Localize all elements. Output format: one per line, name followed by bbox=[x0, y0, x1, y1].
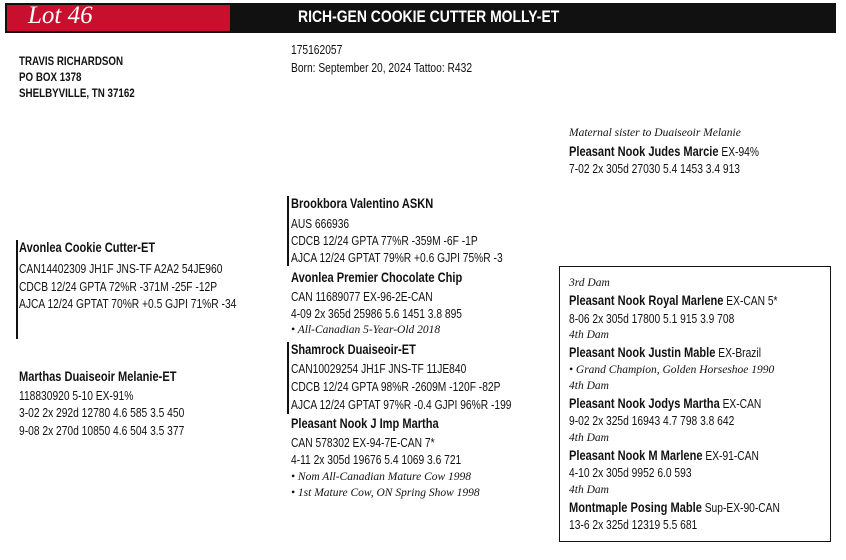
owner-address1: PO BOX 1378 bbox=[19, 72, 82, 84]
owner-name: TRAVIS RICHARDSON bbox=[19, 56, 124, 68]
sire-dam-note: • All-Canadian 5-Year-Old 2018 bbox=[291, 324, 441, 336]
sire-line3: AJCA 12/24 GPTAT 70%R +0.5 GJPI 71%R -34 bbox=[19, 297, 237, 311]
dam3-name: Pleasant Nook Royal Marlene bbox=[569, 293, 724, 308]
dam-dam-note2: • 1st Mature Cow, ON Spring Show 1998 bbox=[291, 487, 480, 499]
dam-dam-line1: CAN 578302 EX-94-7E-CAN 7* bbox=[291, 436, 435, 450]
maternal-sister-score: EX-94% bbox=[718, 145, 759, 159]
dam4c-record: 4-10 2x 305d 9952 6.0 593 bbox=[569, 466, 692, 480]
dam-name: Marthas Duaiseoir Melanie-ET bbox=[19, 369, 177, 384]
dam-dam-note1: • Nom All-Canadian Mature Cow 1998 bbox=[291, 471, 472, 483]
dam-sire-line2: CDCB 12/24 GPTA 98%R -2609M -120F -82P bbox=[291, 380, 501, 394]
dam4a-score: EX-Brazil bbox=[715, 346, 761, 360]
dam-sire-bracket bbox=[287, 342, 289, 414]
dam4d-score: Sup-EX-90-CAN bbox=[701, 501, 780, 515]
owner-address2: SHELBYVILLE, TN 37162 bbox=[19, 88, 135, 100]
dam4b-caption: 4th Dam bbox=[569, 380, 609, 392]
dam4c-caption: 4th Dam bbox=[569, 432, 609, 444]
animal-name: RICH-GEN COOKIE CUTTER MOLLY-ET bbox=[298, 7, 560, 26]
dam4a-note: • Grand Champion, Golden Horseshoe 1990 bbox=[569, 364, 775, 376]
dam4b-score: EX-CAN bbox=[719, 397, 762, 411]
dam4d-caption: 4th Dam bbox=[569, 484, 609, 496]
dam-line2: 3-02 2x 292d 12780 4.6 585 3.5 450 bbox=[19, 406, 185, 420]
maternal-sister-name: Pleasant Nook Judes Marcie bbox=[569, 144, 719, 159]
dam4b-name: Pleasant Nook Jodys Martha bbox=[569, 396, 720, 411]
dam-sire-line3: AJCA 12/24 GPTAT 97%R -0.4 GJPI 96%R -199 bbox=[291, 398, 512, 412]
maternal-sister-record: 7-02 2x 305d 27030 5.4 1453 3.4 913 bbox=[569, 162, 740, 176]
dam4b-record: 9-02 2x 325d 16943 4.7 798 3.8 642 bbox=[569, 414, 735, 428]
lot-label: Lot 46 bbox=[28, 2, 93, 29]
sire-sire-line3: AJCA 12/24 GPTAT 79%R +0.6 GJPI 75%R -3 bbox=[291, 251, 503, 265]
sire-bracket bbox=[16, 240, 18, 339]
dam4a-heading bbox=[569, 345, 761, 360]
dam4d-record: 13-6 2x 325d 12319 5.5 681 bbox=[569, 518, 698, 532]
sire-name: Avonlea Cookie Cutter-ET bbox=[19, 240, 156, 255]
dam3-score: EX-CAN 5* bbox=[723, 294, 778, 308]
sire-sire-line2: CDCB 12/24 GPTA 77%R -359M -6F -1P bbox=[291, 234, 478, 248]
dam-line3: 9-08 2x 270d 10850 4.6 504 3.5 377 bbox=[19, 424, 185, 438]
dam4c-score: EX-91-CAN bbox=[702, 449, 759, 463]
sire-line1: CAN14402309 JH1F JNS-TF A2A2 54JE960 bbox=[19, 262, 223, 276]
dam4b-heading bbox=[569, 396, 761, 411]
dam4d-name: Montmaple Posing Mable bbox=[569, 500, 702, 515]
dam4c-heading bbox=[569, 448, 759, 463]
sire-dam-line2: 4-09 2x 365d 25986 5.6 1451 3.8 895 bbox=[291, 307, 462, 321]
dam-dam-name: Pleasant Nook J Imp Martha bbox=[291, 416, 439, 431]
sire-sire-bracket bbox=[287, 196, 289, 266]
dam4a-caption: 4th Dam bbox=[569, 329, 609, 341]
maternal-sister-caption: Maternal sister to Duaiseoir Melanie bbox=[569, 127, 741, 139]
sire-dam-name: Avonlea Premier Chocolate Chip bbox=[291, 270, 463, 285]
maternal-sister-heading bbox=[569, 144, 759, 159]
sire-line2: CDCB 12/24 GPTA 72%R -371M -25F -12P bbox=[19, 280, 218, 294]
dam3-heading bbox=[569, 293, 778, 308]
dam3-caption: 3rd Dam bbox=[569, 277, 610, 289]
dam4c-name: Pleasant Nook M Marlene bbox=[569, 448, 703, 463]
dam4d-heading bbox=[569, 500, 780, 515]
dam-sire-line1: CAN10029254 JH1F JNS-TF 11JE840 bbox=[291, 362, 467, 376]
dam-line1: 118830920 5-10 EX-91% bbox=[19, 389, 134, 403]
dam-dam-line2: 4-11 2x 305d 19676 5.4 1069 3.6 721 bbox=[291, 453, 462, 467]
dam-sire-name: Shamrock Duaiseoir-ET bbox=[291, 342, 416, 357]
sire-sire-line1: AUS 666936 bbox=[291, 217, 350, 231]
born-tattoo: Born: September 20, 2024 Tattoo: R432 bbox=[291, 61, 473, 75]
dam3-record: 8-06 2x 305d 17800 5.1 915 3.9 708 bbox=[569, 312, 735, 326]
sire-dam-line1: CAN 11689077 EX-96-2E-CAN bbox=[291, 290, 433, 304]
registration-number: 175162057 bbox=[291, 43, 343, 57]
dam4a-name: Pleasant Nook Justin Mable bbox=[569, 345, 716, 360]
sire-sire-name: Brookbora Valentino ASKN bbox=[291, 196, 434, 211]
